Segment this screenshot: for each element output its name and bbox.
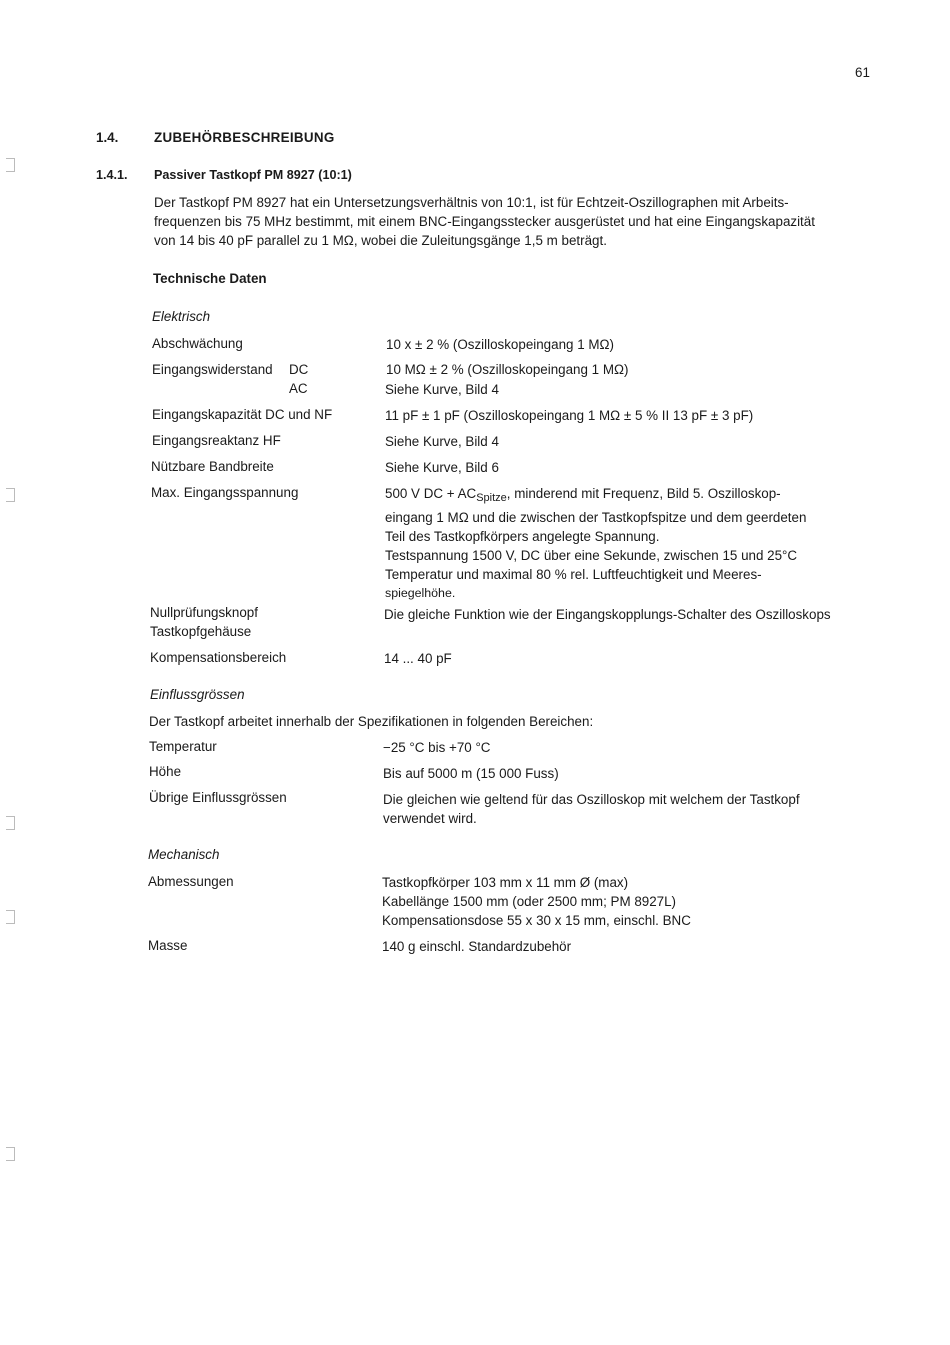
abmessungen-label: Abmessungen <box>148 874 234 889</box>
max-spannung-line: Testspannung 1500 V, DC über eine Sekunde, zwischen 15 und 25°C <box>385 548 798 563</box>
abmessungen-value-line: Tastkopfkörper 103 mm x 11 mm Ø (max) <box>382 875 629 890</box>
uebrige-label: Übrige Einflussgrössen <box>149 790 287 805</box>
eingangswiderstand-dc: DC <box>289 362 309 377</box>
max-spannung-label: Max. Eingangsspannung <box>151 485 299 500</box>
elektrisch-heading: Elektrisch <box>152 309 211 324</box>
uebrige-value-line: Die gleichen wie geltend für das Oszilloskop mit welchem der Tastkopf <box>383 792 800 807</box>
intro-line: von 14 bis 40 pF parallel zu 1 MΩ, wobei die Zuleitungsgänge 1,5 m beträgt. <box>154 233 607 248</box>
max-spannung-line1-b: , minderend mit Frequenz, Bild 5. Oszilloskop- <box>506 486 781 501</box>
abmessungen-value-line: Kompensationsdose 55 x 30 x 15 mm, einschl. BNC <box>382 913 691 928</box>
masse-label: Masse <box>148 938 188 953</box>
abschwaechung-label: Abschwächung <box>152 336 243 351</box>
scan-edge-mark <box>6 488 15 502</box>
scan-edge-mark <box>6 816 15 830</box>
max-spannung-line1-a: 500 V DC + AC <box>385 486 477 501</box>
einfluss-intro: Der Tastkopf arbeitet innerhalb der Spezifikationen in folgenden Bereichen: <box>149 714 594 729</box>
max-spannung-line: Temperatur und maximal 80 % rel. Luftfeuchtigkeit und Meeres- <box>385 567 762 582</box>
abmessungen-value-line: Kabellänge 1500 mm (oder 2500 mm; PM 8927L) <box>382 894 677 909</box>
nullpruefung-label-line: Nullprüfungsknopf <box>150 605 258 620</box>
scan-edge-mark <box>6 910 15 924</box>
subsection-number: 1.4.1. <box>96 168 128 182</box>
kompensation-value: 14 ... 40 pF <box>384 651 452 666</box>
max-spannung-subscript: Spitze <box>476 492 507 504</box>
eingangswiderstand-ac-value: Siehe Kurve, Bild 4 <box>385 382 499 397</box>
temperatur-value: −25 °C bis +70 °C <box>383 740 491 755</box>
bandbreite-label: Nützbare Bandbreite <box>151 459 274 474</box>
eingangskapazitaet-label: Eingangskapazität DC und NF <box>152 407 333 422</box>
scan-edge-mark <box>6 1147 15 1161</box>
hoehe-label: Höhe <box>149 764 182 779</box>
nullpruefung-label-line: Tastkopfgehäuse <box>150 624 252 639</box>
max-spannung-value <box>385 484 806 603</box>
eingangsreaktanz-label: Eingangsreaktanz HF <box>152 433 281 448</box>
intro-paragraph <box>154 193 815 250</box>
eingangsreaktanz-value: Siehe Kurve, Bild 4 <box>385 434 499 449</box>
max-spannung-line: eingang 1 MΩ und die zwischen der Tastkopfspitze und dem geerdeten <box>385 510 807 525</box>
uebrige-value-line: verwendet wird. <box>383 811 477 826</box>
max-spannung-line <box>385 484 806 508</box>
intro-line: frequenzen bis 75 MHz bestimmt, mit einem BNC-Eingangsstecker ausgerüstet und hat eine Eingangskapazität <box>154 214 815 229</box>
subsection-title: Passiver Tastkopf PM 8927 (10:1) <box>154 168 352 182</box>
intro-line: Der Tastkopf PM 8927 hat ein Untersetzungsverhältnis von 10:1, ist für Echtzeit-Oszillographen mit Arbeits- <box>154 195 789 210</box>
scan-edge-mark <box>6 158 15 172</box>
page-number: 61 <box>855 65 870 80</box>
uebrige-value <box>383 790 800 828</box>
section-number: 1.4. <box>96 130 119 145</box>
kompensation-label: Kompensationsbereich <box>150 650 287 665</box>
max-spannung-line: spiegelhöhe. <box>385 586 456 600</box>
nullpruefung-label <box>150 603 258 641</box>
eingangswiderstand-label: Eingangswiderstand <box>152 362 273 377</box>
eingangskapazitaet-value: 11 pF ± 1 pF (Oszilloskopeingang 1 MΩ ± 5 % II 13 pF ± 3 pF) <box>385 408 754 423</box>
abschwaechung-value: 10 x ± 2 % (Oszilloskopeingang 1 MΩ) <box>386 337 614 352</box>
abmessungen-value <box>382 873 691 930</box>
nullpruefung-value: Die gleiche Funktion wie der Eingangskopplungs-Schalter des Oszilloskops <box>384 607 831 622</box>
einfluss-heading: Einflussgrössen <box>150 687 245 702</box>
temperatur-label: Temperatur <box>149 739 217 754</box>
eingangswiderstand-ac: AC <box>289 381 308 396</box>
mechanisch-heading: Mechanisch <box>148 847 220 862</box>
tech-heading: Technische Daten <box>153 271 267 286</box>
hoehe-value: Bis auf 5000 m (15 000 Fuss) <box>383 766 559 781</box>
masse-value: 140 g einschl. Standardzubehör <box>382 939 572 954</box>
eingangswiderstand-dc-value: 10 MΩ ± 2 % (Oszilloskopeingang 1 MΩ) <box>386 362 629 377</box>
section-title: ZUBEHÖRBESCHREIBUNG <box>154 130 335 145</box>
max-spannung-line: Teil des Tastkopfkörpers angelegte Spannung. <box>385 529 660 544</box>
bandbreite-value: Siehe Kurve, Bild 6 <box>385 460 499 475</box>
